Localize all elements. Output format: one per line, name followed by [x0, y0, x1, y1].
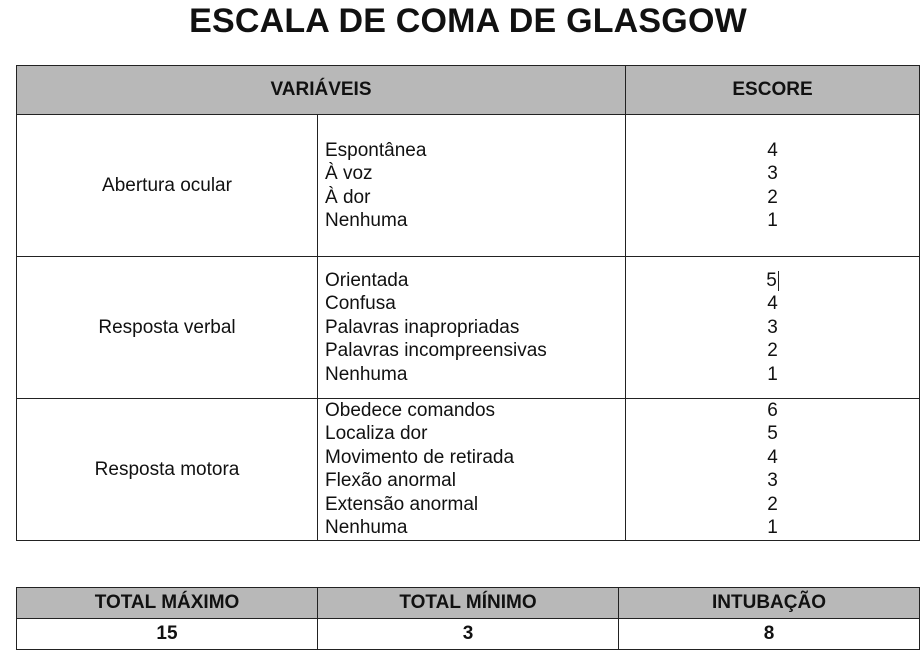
options-cell	[318, 399, 626, 541]
option-label: Nenhuma	[325, 210, 408, 232]
option-label: Movimento de retirada	[325, 446, 515, 468]
option-label: Espontânea	[325, 140, 427, 161]
option-label: Confusa	[325, 293, 396, 315]
option-label: Orientada	[325, 270, 409, 291]
summary-header-row	[17, 588, 920, 619]
header-variables: VARIÁVEIS	[17, 66, 626, 115]
option-score: 3	[767, 163, 778, 185]
option-score: 2	[767, 340, 778, 362]
option-label: Nenhuma	[325, 363, 408, 385]
group-row-motor	[17, 399, 920, 541]
option-label: Obedece comandos	[325, 400, 496, 421]
option-score: 4	[767, 446, 778, 468]
option-score: 5	[767, 423, 778, 445]
option-score: 1	[767, 363, 778, 385]
options-cell	[318, 115, 626, 257]
option-score	[626, 269, 919, 292]
group-name: Resposta motora	[17, 399, 318, 541]
option-label: À voz	[325, 163, 373, 185]
option-score-value: 5	[766, 270, 777, 291]
option-label: Palavras inapropriadas	[325, 316, 520, 338]
summary-value-intubation: 8	[619, 619, 920, 650]
option-label: Palavras incompreensivas	[325, 340, 547, 362]
scores-cell	[626, 399, 920, 541]
summary-header-max: TOTAL MÁXIMO	[17, 588, 318, 619]
scores-cell	[626, 257, 920, 399]
option-score: 4	[767, 140, 778, 161]
summary-header-min: TOTAL MÍNIMO	[318, 588, 619, 619]
option-score: 3	[767, 470, 778, 492]
summary-value-min: 3	[318, 619, 619, 650]
scores-cell	[626, 115, 920, 257]
group-row-verbal	[17, 257, 920, 399]
option-label: Localiza dor	[325, 423, 428, 445]
page-title: ESCALA DE COMA DE GLASGOW	[189, 2, 747, 40]
group-name: Resposta verbal	[17, 257, 318, 399]
option-label: Flexão anormal	[325, 470, 456, 492]
option-label: À dor	[325, 186, 371, 208]
option-label: Extensão anormal	[325, 493, 479, 515]
option-score: 1	[767, 210, 778, 232]
summary-value-max: 15	[17, 619, 318, 650]
option-score: 2	[767, 186, 778, 208]
summary-values-row	[17, 619, 920, 650]
header-score: ESCORE	[626, 66, 920, 115]
group-row-eye	[17, 115, 920, 257]
option-label: Nenhuma	[325, 516, 408, 538]
text-cursor	[778, 271, 779, 291]
table-header-row	[17, 66, 920, 115]
summary-header-intubation: INTUBAÇÃO	[619, 588, 920, 619]
options-cell	[318, 257, 626, 399]
glasgow-table	[16, 65, 920, 541]
option-score: 1	[767, 516, 778, 538]
option-score: 2	[767, 493, 778, 515]
option-score: 4	[767, 293, 778, 315]
option-score: 6	[767, 400, 778, 421]
group-name: Abertura ocular	[17, 115, 318, 257]
option-score: 3	[767, 316, 778, 338]
summary-table	[16, 587, 920, 650]
